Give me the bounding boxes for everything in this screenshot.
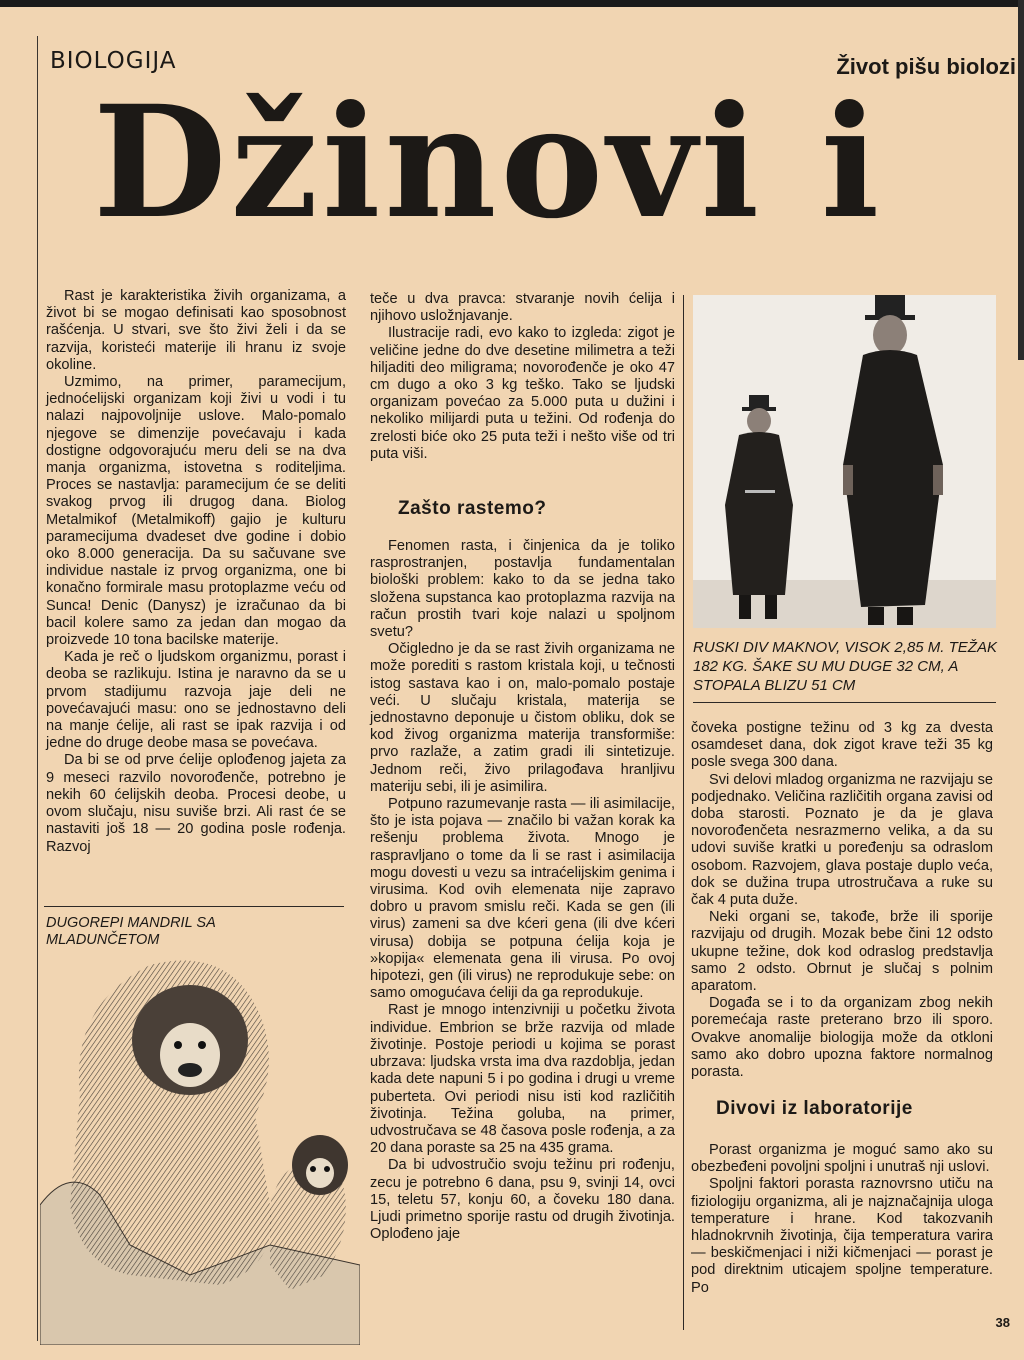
mandrill-illustration [40,945,360,1345]
column-2-top [370,291,675,463]
paragraph: Neki organi se, takođe, brže ili sporije razvijaju od drugih. Mozak bebe čini 12 odsto ukupne težine, dok kod odraslog predstavlja samo 2 odsto. Obrnut je slučaj s polnim aparatom. [691,909,993,995]
photo-caption: RUSKI DIV MAKNOV, VISOK 2,85 M. TEŽAK 182 KG. ŠAKE SU MU DUGE 32 CM, A STOPALA BLIZU 51 CM [693,639,997,694]
right-edge [1018,0,1024,360]
section-label: BIOLOGIJA [50,48,177,74]
kicker: Život pišu biolozi [836,54,1016,79]
paragraph: čoveka postigne težinu od 3 kg za dvesta osamdeset dana, dok zigot krave teži 35 kg posle svega 300 dana. [691,720,993,771]
caption-divider-right [693,702,996,703]
subhead-zasto-rastemo: Zašto rastemo? [398,498,547,519]
paragraph: Da bi se od prve ćelije oplođenog jajeta za 9 meseci razvilo novorođenče, potrebno je nekih 60 ćelijskih deoba. Procesi deobe, u ovom slučaju, nisu suviše brzi. Ali rast će se nastaviti još 18 — 20 godina posle rođenja. Razvoj [46,752,346,855]
subhead-divovi-iz-laboratorije: Divovi iz laboratorije [716,1098,913,1119]
paragraph: Rast je karakteristika živih organizama, a život bi se mogao definisati kao sposobnost rašćenja. U stvari, sve što živi želi i da se razvija, koristeći materije ili hranu iz svoje okoline. [46,288,346,373]
margin-rule [37,36,38,1341]
column-3-top [691,720,993,1081]
giant-photo [693,295,996,628]
paragraph: Uzmimo, na primer, paramecijum, jednoćelijski organizam koji živi u vodi i tu nalazi najpovoljnije uslove. Malo-pomalo njegove se dimenzije povećavaju i kada dostigne odgovorajuću meru deli se na dva manja organizma, istovetna s roditeljima. Proces se nastavlja: paramecijum će se deliti svakog prvog ili drugog dana. Biolog Metalmikof (Metalmikoff) gajio je kulturu paramecijuma dvadeset dve godine i dobio oko 8.000 generacija. Da su sačuvane sve individue nastale iz prvog organizma, one bi konačno formirale masu protoplazme veću od Sunca! Denic (Danysz) je izračunao da bi bacil kolere samo za jedan dan mogao da proizvede 10 tona bacilske materije. [46,374,346,649]
paragraph: Ilustracije radi, evo kako to izgleda: zigot je veličine jedne do dve desetine milimetra a teži hiljaditi deo miligrama; novorođenče je oko 47 cm dugo a oko 3 kg teško. Tako se ljudski organizam povećao za 5.000 puta u dužini i nekoliko milijardi puta u težini. Od rođenja do zrelosti biće oko 25 puta teži i nešto više od tri puta viši. [370,325,675,462]
column-1 [46,288,346,856]
paragraph: Događa se i to da organizam zbog nekih poremećaja raste preterano brzo ili sporo. Ovakve anomalije biologija može da otkloni samo ako dobro upozna faktore normalnog porasta. [691,995,993,1081]
paragraph: Svi delovi mladog organizma ne razvijaju se podjednako. Veličina različitih organa zavisi od doba starosti. Poznato je da je glava novorođenčeta nesrazmerno velika, a da su udovi suviše kratki u poređenju sa odraslom osobom. Razvojem, glava postaje duplo veća, dok se dužina trupa utrostručava a ruke su čak 4 puta duže. [691,771,993,909]
monkey-caption: DUGOREPI MANDRIL SA MLADUNČETOM [46,915,216,948]
column-2-bottom [370,538,675,1243]
paragraph: Kada je reč o ljudskom organizmu, porast i deoba se razlikuju. Istina je naravno da se u prvom stadijumu razvoja jaje deli ne povećavajući masu: ono se jednostavno deli na manje ćelije, ali rast se ipak razvija i od jedne do druge deobe masa se povećava. [46,649,346,752]
top-edge [0,0,1024,7]
paragraph: Rast je mnogo intenzivniji u početku života individue. Embrion se brže razvija od mlade životinje. Postoje periodi u kojima se porast ubrzava: ljudska vrsta ima dva razdoblja, jedan kada dete napuni 5 i po godina i drugi u vreme puberteta. Ovi periodi nisu isti kod različitih životinja. Težina goluba, na primer, udvostručava se 48 časova posle rođenja, a za 20 dana poraste sa 25 na 435 grama. [370,1002,675,1157]
column-3-bottom [691,1142,993,1297]
paragraph: Da bi udvostručio svoju težinu pri rođenju, zecu je potrebno 6 dana, psu 9, svinji 14, ovci 15, teletu 57, konju 60, a čoveku 180 dana. Ljudi primetno sporije rastu od drugih životinja. Oplođeno jaje [370,1157,675,1243]
page-number: 38 [995,1315,1010,1330]
column-divider [683,295,684,1330]
paragraph: Spoljni faktori porasta raznovrsno utiču na fiziologiju organizma, ali je najznačajnija uloga temperature i hrane. Kod takozvanih hladnokrvnih životinja, čija temperatura varira — beskičmenjaci i niži kičmenjaci — porast je pod direktnim uticajem spoljne temperature. Po [691,1176,993,1296]
caption-divider [44,906,344,907]
paragraph: teče u dva pravca: stvaranje novih ćelija i njihovo usložnjavanje. [370,291,675,325]
paragraph: Očigledno je da se rast živih organizama ne može porediti s rastom kristala koji, u tečnosti istog sastava kao i on, malo-pomalo postaje veći. U slučaju kristala, materija se jednostavno deponuje u čistom obliku, dok se kod živog organizma materija transformiše: prvo razlaže, a zatim gradi ili sintetizuje. Jednom reči, živo prilagođava hranljivu materiju sebi, ili je asimilira. [370,641,675,795]
paragraph: Fenomen rasta, i činjenica da je toliko rasprostranjen, postavlja fundamentalan biološki problem: kako to da se jedna tako složena supstanca kao protoplazma razvija na račun prostih tvari koje nalazi u spoljnom svetu? [370,538,675,641]
paragraph: Potpuno razumevanje rasta — ili asimilacije, što je ista pojava — značilo bi važan korak ka rešenju problema života. Mnogo je raspravljano o tome da li se rast i asimilacija mogu dovesti u vezu sa intraćelijskim genima i virusima. Kod ovih elemenata nije zapravo dobro u pravom smislu reči. Kada se gen (ili virus) zameni sa dve kćeri gena (ili dve kćeri virusa) dobija se potpuna ćelija koja je »kopija« elemenata gena ili virusa. Po ovoj hipotezi, gen (ili virus) ne reprodukuje sebe: on samo omogućava ćeliji da ga reprodukuje. [370,796,675,1002]
paragraph: Porast organizma je moguć samo ako su obezbeđeni povoljni spoljni i unutraš nji uslovi. [691,1142,993,1176]
headline: Džinovi i [93,72,884,253]
